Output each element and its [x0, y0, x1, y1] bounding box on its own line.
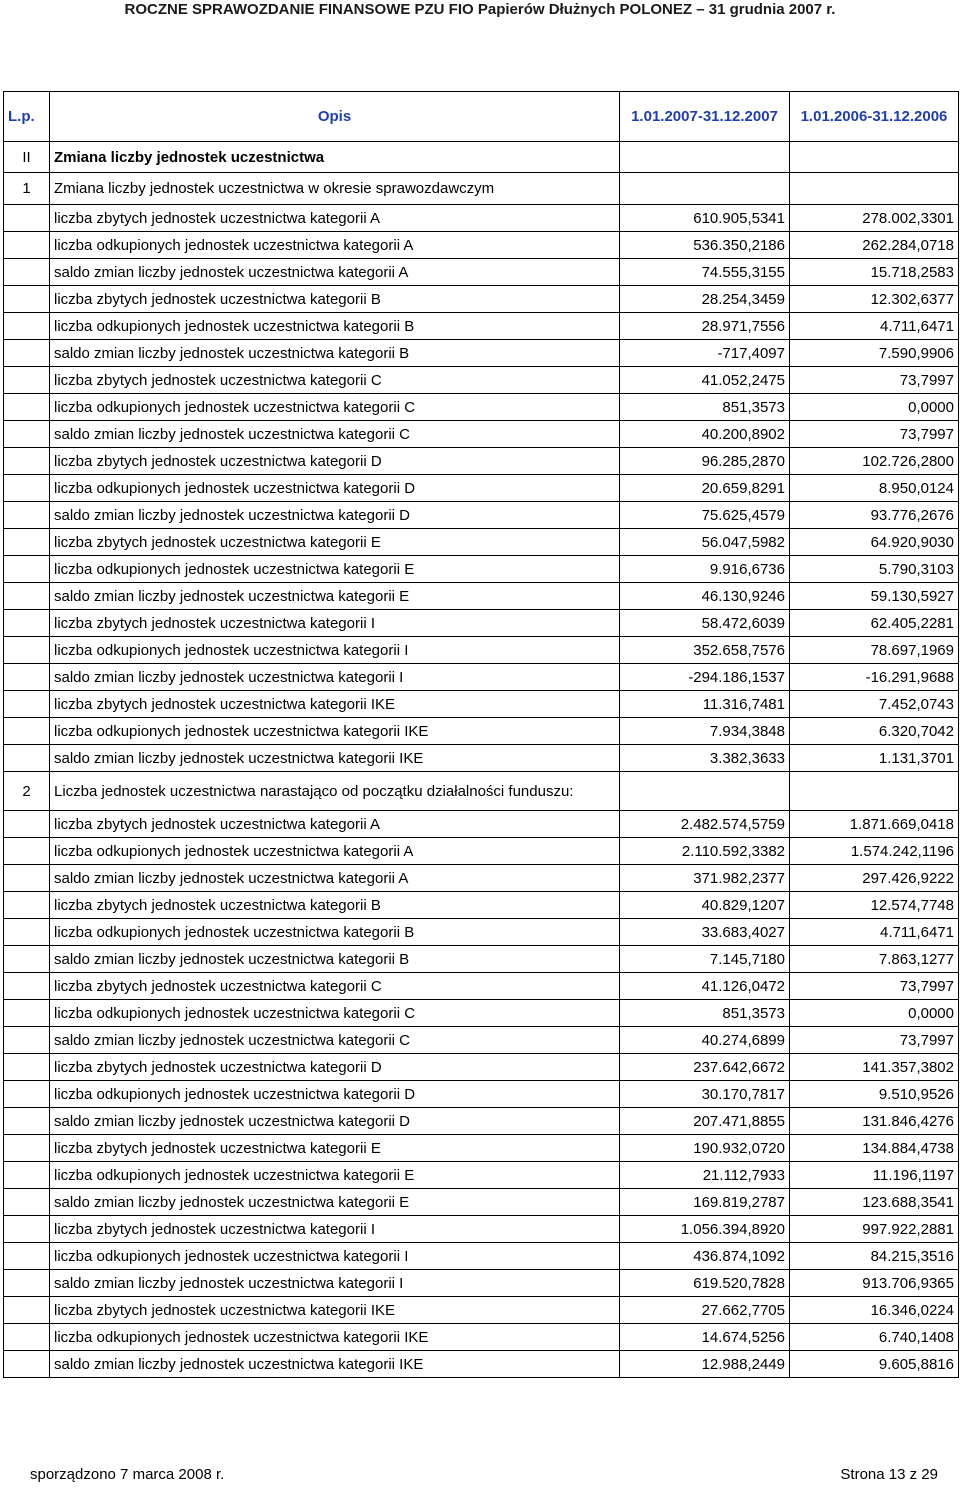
value-2007: 11.316,7481	[620, 691, 790, 718]
value-2006: 123.688,3541	[790, 1189, 959, 1216]
lp-cell	[4, 919, 50, 946]
table-row	[4, 1162, 959, 1189]
empty-cell	[790, 772, 959, 811]
value-2006: 64.920,9030	[790, 529, 959, 556]
table-row	[4, 973, 959, 1000]
lp-cell	[4, 1000, 50, 1027]
value-2007: 851,3573	[620, 1000, 790, 1027]
value-2006: 913.706,9365	[790, 1270, 959, 1297]
value-2007: 9.916,6736	[620, 556, 790, 583]
row-description: liczba odkupionych jednostek uczestnictwa kategorii D	[50, 1081, 620, 1108]
row-description: liczba zbytych jednostek uczestnictwa kategorii D	[50, 1054, 620, 1081]
value-2007: 7.934,3848	[620, 718, 790, 745]
row-description: liczba zbytych jednostek uczestnictwa kategorii I	[50, 1216, 620, 1243]
lp-cell	[4, 610, 50, 637]
group2-title-row	[4, 772, 959, 811]
document-header	[0, 0, 960, 20]
lp-cell	[4, 1270, 50, 1297]
row-description: liczba odkupionych jednostek uczestnictwa kategorii C	[50, 394, 620, 421]
table-row	[4, 259, 959, 286]
table-row	[4, 919, 959, 946]
value-2006: 6.740,1408	[790, 1324, 959, 1351]
lp-cell	[4, 838, 50, 865]
empty-cell	[790, 173, 959, 205]
group1-lp: 1	[4, 173, 50, 205]
value-2007: 20.659,8291	[620, 475, 790, 502]
table-row	[4, 1108, 959, 1135]
table-row	[4, 583, 959, 610]
table-row	[4, 610, 959, 637]
lp-cell	[4, 1324, 50, 1351]
value-2006: 997.922,2881	[790, 1216, 959, 1243]
row-description: liczba odkupionych jednostek uczestnictwa kategorii I	[50, 1243, 620, 1270]
table-row	[4, 556, 959, 583]
row-description: saldo zmian liczby jednostek uczestnictwa kategorii B	[50, 340, 620, 367]
value-2007: 2.110.592,3382	[620, 838, 790, 865]
document-title: ROCZNE SPRAWOZDANIE FINANSOWE PZU FIO Papierów Dłużnych POLONEZ – 31 grudnia 2007 r.	[124, 1, 836, 18]
value-2007: 28.254,3459	[620, 286, 790, 313]
row-description: saldo zmian liczby jednostek uczestnictwa kategorii E	[50, 1189, 620, 1216]
table-row	[4, 1270, 959, 1297]
row-description: saldo zmian liczby jednostek uczestnictwa kategorii B	[50, 946, 620, 973]
lp-cell	[4, 1162, 50, 1189]
table-row	[4, 811, 959, 838]
value-2006: 102.726,2800	[790, 448, 959, 475]
row-description: liczba zbytych jednostek uczestnictwa kategorii D	[50, 448, 620, 475]
row-description: liczba zbytych jednostek uczestnictwa kategorii A	[50, 811, 620, 838]
row-description: liczba odkupionych jednostek uczestnictwa kategorii IKE	[50, 718, 620, 745]
table-row	[4, 1054, 959, 1081]
lp-cell	[4, 1216, 50, 1243]
value-2007: 21.112,7933	[620, 1162, 790, 1189]
row-description: saldo zmian liczby jednostek uczestnictwa kategorii I	[50, 1270, 620, 1297]
value-2006: 93.776,2676	[790, 502, 959, 529]
row-description: liczba zbytych jednostek uczestnictwa kategorii B	[50, 286, 620, 313]
lp-cell	[4, 973, 50, 1000]
row-description: liczba zbytych jednostek uczestnictwa kategorii B	[50, 892, 620, 919]
table-row	[4, 1216, 959, 1243]
lp-cell	[4, 1135, 50, 1162]
lp-cell	[4, 892, 50, 919]
lp-cell	[4, 718, 50, 745]
table-row	[4, 1189, 959, 1216]
lp-cell	[4, 394, 50, 421]
value-2007: 169.819,2787	[620, 1189, 790, 1216]
value-2007: 75.625,4579	[620, 502, 790, 529]
row-description: liczba zbytych jednostek uczestnictwa kategorii E	[50, 529, 620, 556]
value-2007: 41.126,0472	[620, 973, 790, 1000]
value-2007: 28.971,7556	[620, 313, 790, 340]
value-2007: 436.874,1092	[620, 1243, 790, 1270]
table-row	[4, 892, 959, 919]
value-2006: 16.346,0224	[790, 1297, 959, 1324]
header-lp: L.p.	[4, 92, 50, 142]
group2-lp: 2	[4, 772, 50, 811]
value-2006: 0,0000	[790, 394, 959, 421]
lp-cell	[4, 286, 50, 313]
table-row	[4, 286, 959, 313]
lp-cell	[4, 313, 50, 340]
table-row	[4, 313, 959, 340]
value-2007: 40.200,8902	[620, 421, 790, 448]
value-2006: 8.950,0124	[790, 475, 959, 502]
table-row	[4, 1000, 959, 1027]
value-2006: 6.320,7042	[790, 718, 959, 745]
value-2006: 11.196,1197	[790, 1162, 959, 1189]
row-description: saldo zmian liczby jednostek uczestnictwa kategorii A	[50, 259, 620, 286]
table-row	[4, 946, 959, 973]
table-row	[4, 745, 959, 772]
table-row	[4, 1297, 959, 1324]
table-row	[4, 1081, 959, 1108]
value-2007: 14.674,5256	[620, 1324, 790, 1351]
value-2007: 190.932,0720	[620, 1135, 790, 1162]
lp-cell	[4, 637, 50, 664]
lp-cell	[4, 745, 50, 772]
value-2006: 73,7997	[790, 421, 959, 448]
value-2006: 15.718,2583	[790, 259, 959, 286]
lp-cell	[4, 205, 50, 232]
value-2007: 40.829,1207	[620, 892, 790, 919]
lp-cell	[4, 556, 50, 583]
row-description: liczba odkupionych jednostek uczestnictwa kategorii D	[50, 475, 620, 502]
value-2006: 59.130,5927	[790, 583, 959, 610]
value-2007: 619.520,7828	[620, 1270, 790, 1297]
row-description: liczba odkupionych jednostek uczestnictwa kategorii I	[50, 637, 620, 664]
lp-cell	[4, 232, 50, 259]
row-description: liczba odkupionych jednostek uczestnictwa kategorii B	[50, 919, 620, 946]
value-2006: 73,7997	[790, 973, 959, 1000]
value-2006: 7.590,9906	[790, 340, 959, 367]
prepared-date: sporządzono 7 marca 2008 r.	[30, 1466, 225, 1483]
value-2007: 7.145,7180	[620, 946, 790, 973]
value-2007: -717,4097	[620, 340, 790, 367]
value-2006: 4.711,6471	[790, 313, 959, 340]
row-description: liczba zbytych jednostek uczestnictwa kategorii C	[50, 367, 620, 394]
value-2006: 262.284,0718	[790, 232, 959, 259]
value-2007: 851,3573	[620, 394, 790, 421]
header-period-2006: 1.01.2006-31.12.2006	[790, 92, 959, 142]
value-2006: 278.002,3301	[790, 205, 959, 232]
value-2006: 0,0000	[790, 1000, 959, 1027]
value-2006: 7.452,0743	[790, 691, 959, 718]
group1-title: Zmiana liczby jednostek uczestnictwa w okresie sprawozdawczym	[50, 173, 620, 205]
value-2006: 5.790,3103	[790, 556, 959, 583]
value-2007: 30.170,7817	[620, 1081, 790, 1108]
lp-cell	[4, 1081, 50, 1108]
row-description: liczba odkupionych jednostek uczestnictwa kategorii A	[50, 838, 620, 865]
lp-cell	[4, 664, 50, 691]
group2-title: Liczba jednostek uczestnictwa narastająco od początku działalności funduszu:	[50, 772, 620, 811]
table-row	[4, 1135, 959, 1162]
value-2007: 2.482.574,5759	[620, 811, 790, 838]
table-row	[4, 394, 959, 421]
section-row	[4, 142, 959, 173]
row-description: liczba odkupionych jednostek uczestnictwa kategorii A	[50, 232, 620, 259]
row-description: liczba zbytych jednostek uczestnictwa kategorii A	[50, 205, 620, 232]
table-row	[4, 718, 959, 745]
row-description: saldo zmian liczby jednostek uczestnictwa kategorii A	[50, 865, 620, 892]
table-row	[4, 691, 959, 718]
table-row	[4, 232, 959, 259]
value-2006: 12.302,6377	[790, 286, 959, 313]
value-2007: 41.052,2475	[620, 367, 790, 394]
value-2006: 134.884,4738	[790, 1135, 959, 1162]
lp-cell	[4, 1243, 50, 1270]
value-2007: 207.471,8855	[620, 1108, 790, 1135]
row-description: saldo zmian liczby jednostek uczestnictwa kategorii E	[50, 583, 620, 610]
header-opis: Opis	[50, 92, 620, 142]
table-row	[4, 367, 959, 394]
row-description: saldo zmian liczby jednostek uczestnictwa kategorii I	[50, 664, 620, 691]
table-row	[4, 502, 959, 529]
table-row	[4, 340, 959, 367]
lp-cell	[4, 367, 50, 394]
table-row	[4, 1324, 959, 1351]
value-2006: 9.510,9526	[790, 1081, 959, 1108]
lp-cell	[4, 340, 50, 367]
value-2007: 46.130,9246	[620, 583, 790, 610]
lp-cell	[4, 865, 50, 892]
empty-cell	[620, 173, 790, 205]
lp-cell	[4, 448, 50, 475]
value-2006: 62.405,2281	[790, 610, 959, 637]
value-2007: 27.662,7705	[620, 1297, 790, 1324]
row-description: saldo zmian liczby jednostek uczestnictwa kategorii C	[50, 421, 620, 448]
group1-title-row	[4, 173, 959, 205]
units-change-table	[3, 91, 959, 1378]
row-description: saldo zmian liczby jednostek uczestnictwa kategorii IKE	[50, 1351, 620, 1378]
lp-cell	[4, 1189, 50, 1216]
value-2007: 12.988,2449	[620, 1351, 790, 1378]
table-row	[4, 421, 959, 448]
empty-cell	[620, 142, 790, 173]
table-row	[4, 1027, 959, 1054]
value-2007: 33.683,4027	[620, 919, 790, 946]
row-description: saldo zmian liczby jednostek uczestnictwa kategorii IKE	[50, 745, 620, 772]
table-row	[4, 529, 959, 556]
lp-cell	[4, 1054, 50, 1081]
value-2006: 73,7997	[790, 1027, 959, 1054]
value-2007: 58.472,6039	[620, 610, 790, 637]
value-2007: 371.982,2377	[620, 865, 790, 892]
row-description: liczba odkupionych jednostek uczestnictwa kategorii C	[50, 1000, 620, 1027]
value-2006: 78.697,1969	[790, 637, 959, 664]
lp-cell	[4, 946, 50, 973]
table-row	[4, 205, 959, 232]
value-2006: 84.215,3516	[790, 1243, 959, 1270]
row-description: liczba zbytych jednostek uczestnictwa kategorii IKE	[50, 691, 620, 718]
row-description: liczba zbytych jednostek uczestnictwa kategorii C	[50, 973, 620, 1000]
section-title: Zmiana liczby jednostek uczestnictwa	[50, 142, 620, 173]
value-2006: 1.574.242,1196	[790, 838, 959, 865]
value-2006: 1.871.669,0418	[790, 811, 959, 838]
value-2007: 56.047,5982	[620, 529, 790, 556]
value-2006: 131.846,4276	[790, 1108, 959, 1135]
table-row	[4, 664, 959, 691]
table-row	[4, 1351, 959, 1378]
value-2006: 1.131,3701	[790, 745, 959, 772]
value-2007: 74.555,3155	[620, 259, 790, 286]
lp-cell	[4, 583, 50, 610]
lp-cell	[4, 475, 50, 502]
value-2006: 9.605,8816	[790, 1351, 959, 1378]
row-description: saldo zmian liczby jednostek uczestnictwa kategorii D	[50, 1108, 620, 1135]
row-description: liczba zbytych jednostek uczestnictwa kategorii E	[50, 1135, 620, 1162]
row-description: liczba odkupionych jednostek uczestnictwa kategorii IKE	[50, 1324, 620, 1351]
row-description: liczba odkupionych jednostek uczestnictwa kategorii B	[50, 313, 620, 340]
table-row	[4, 475, 959, 502]
table-row	[4, 838, 959, 865]
value-2006: 297.426,9222	[790, 865, 959, 892]
value-2006: -16.291,9688	[790, 664, 959, 691]
section-lp: II	[4, 142, 50, 173]
lp-cell	[4, 421, 50, 448]
table-row	[4, 865, 959, 892]
lp-cell	[4, 529, 50, 556]
table-row	[4, 1243, 959, 1270]
lp-cell	[4, 502, 50, 529]
lp-cell	[4, 1351, 50, 1378]
value-2007: 352.658,7576	[620, 637, 790, 664]
table-header-row	[4, 92, 959, 142]
table-row	[4, 448, 959, 475]
lp-cell	[4, 691, 50, 718]
empty-cell	[620, 772, 790, 811]
lp-cell	[4, 1297, 50, 1324]
row-description: liczba zbytych jednostek uczestnictwa kategorii I	[50, 610, 620, 637]
value-2007: -294.186,1537	[620, 664, 790, 691]
lp-cell	[4, 811, 50, 838]
value-2007: 536.350,2186	[620, 232, 790, 259]
header-period-2007: 1.01.2007-31.12.2007	[620, 92, 790, 142]
value-2007: 3.382,3633	[620, 745, 790, 772]
page-number: Strona 13 z 29	[840, 1466, 938, 1483]
value-2006: 7.863,1277	[790, 946, 959, 973]
value-2007: 96.285,2870	[620, 448, 790, 475]
value-2007: 40.274,6899	[620, 1027, 790, 1054]
table-row	[4, 637, 959, 664]
row-description: liczba odkupionych jednostek uczestnictwa kategorii E	[50, 1162, 620, 1189]
value-2007: 237.642,6672	[620, 1054, 790, 1081]
lp-cell	[4, 1108, 50, 1135]
row-description: saldo zmian liczby jednostek uczestnictwa kategorii C	[50, 1027, 620, 1054]
row-description: liczba odkupionych jednostek uczestnictwa kategorii E	[50, 556, 620, 583]
value-2007: 1.056.394,8920	[620, 1216, 790, 1243]
lp-cell	[4, 259, 50, 286]
value-2006: 4.711,6471	[790, 919, 959, 946]
row-description: saldo zmian liczby jednostek uczestnictwa kategorii D	[50, 502, 620, 529]
value-2006: 73,7997	[790, 367, 959, 394]
value-2006: 141.357,3802	[790, 1054, 959, 1081]
row-description: liczba zbytych jednostek uczestnictwa kategorii IKE	[50, 1297, 620, 1324]
value-2006: 12.574,7748	[790, 892, 959, 919]
value-2007: 610.905,5341	[620, 205, 790, 232]
empty-cell	[790, 142, 959, 173]
lp-cell	[4, 1027, 50, 1054]
